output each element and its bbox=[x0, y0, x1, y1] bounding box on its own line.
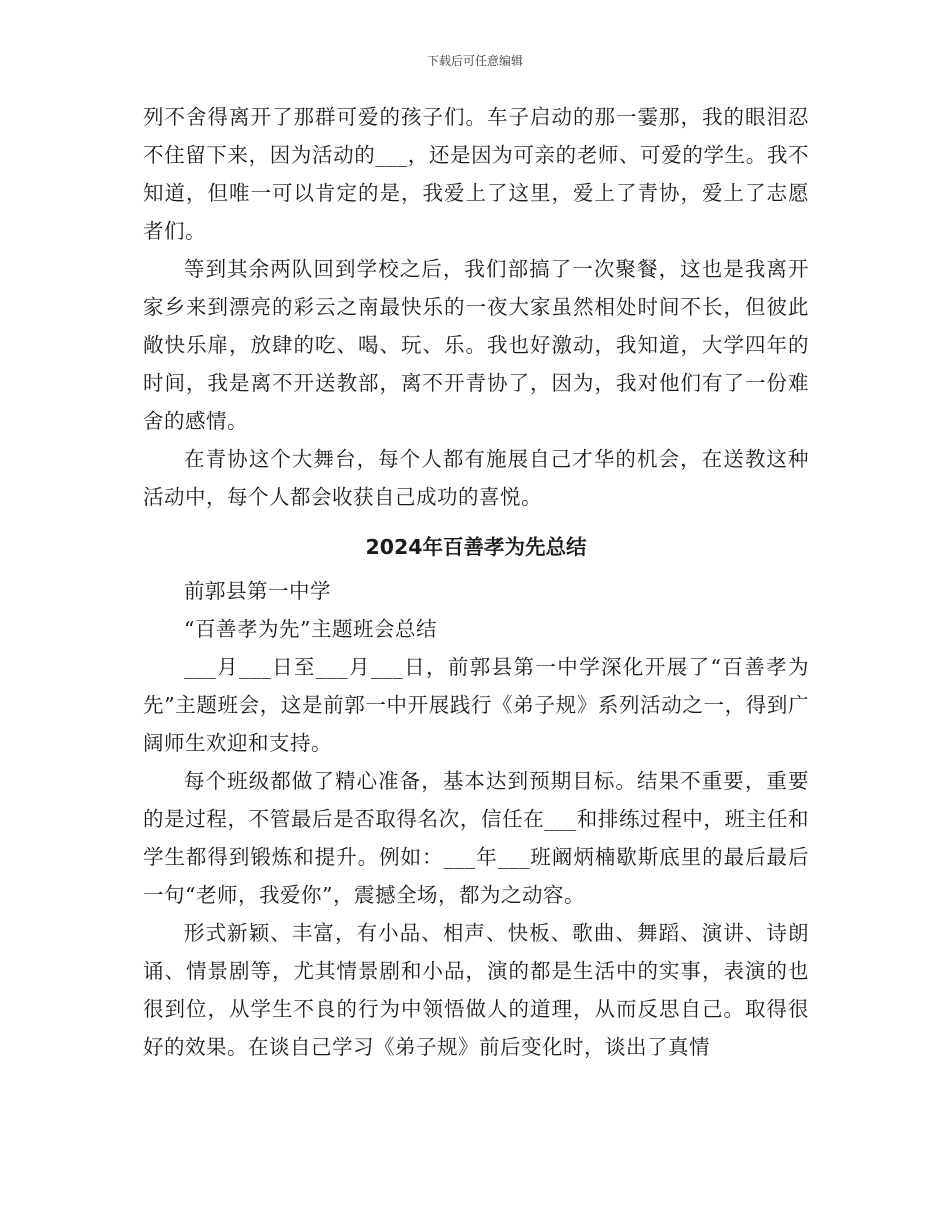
section-title: 2024年百善孝为先总结 bbox=[365, 535, 587, 559]
paragraph-school-name: 前郭县第一中学 bbox=[184, 579, 331, 603]
paragraph-forms: 形式新颖、丰富，有小品、相声、快板、歌曲、舞蹈、演讲、诗朗诵、情景剧等，尤其情景剧和小品，演的都是生活中的实事，表演的也很到位，从学生不良的行为中领悟做人的道理，从而反思自己。取得很好的效果。在谈自己学习《弟子规》前后变化时，谈出了真情 bbox=[143, 921, 809, 1059]
paragraph-subtitle: “百善孝为先”主题班会总结 bbox=[184, 617, 437, 641]
document-body bbox=[143, 98, 809, 1066]
paragraph-continuation: 列不舍得离开了那群可爱的孩子们。车子启动的那一霎那，我的眼泪忍不住留下来，因为活动的___，还是因为可亲的老师、可爱的学生。我不知道，但唯一可以肯定的是，我爱上了这里，爱上了青协，爱上了志愿者们。 bbox=[143, 105, 809, 243]
paragraph-preparation: 每个班级都做了精心准备，基本达到预期目标。结果不重要，重要的是过程，不管最后是否取得名次，信任在___和排练过程中，班主任和学生都得到锻炼和提升。例如：___年___班阚炳楠歇斯底里的最后最后一句“老师，我爱你”，震撼全场，都为之动容。 bbox=[143, 769, 809, 907]
paragraph-stage: 在青协这个大舞台，每个人都有施展自己才华的机会，在送教这种活动中，每个人都会收获自己成功的喜悦。 bbox=[143, 447, 809, 509]
page-header: 下载后可任意编辑 bbox=[426, 54, 523, 68]
paragraph-dinner: 等到其余两队回到学校之后，我们部搞了一次聚餐，这也是我离开家乡来到漂亮的彩云之南最快乐的一夜大家虽然相处时间不长，但彼此敞快乐扉，放肆的吃、喝、玩、乐。我也好激动，我知道，大学四年的时间，我是离不开送教部，离不开青协了，因为，我对他们有了一份难舍的感情。 bbox=[143, 257, 809, 433]
paragraph-dates: ___月___日至___月___日，前郭县第一中学深化开展了“百善孝为先”主题班会，这是前郭一中开展践行《弟子规》系列活动之一，得到广阔师生欢迎和支持。 bbox=[143, 655, 809, 755]
